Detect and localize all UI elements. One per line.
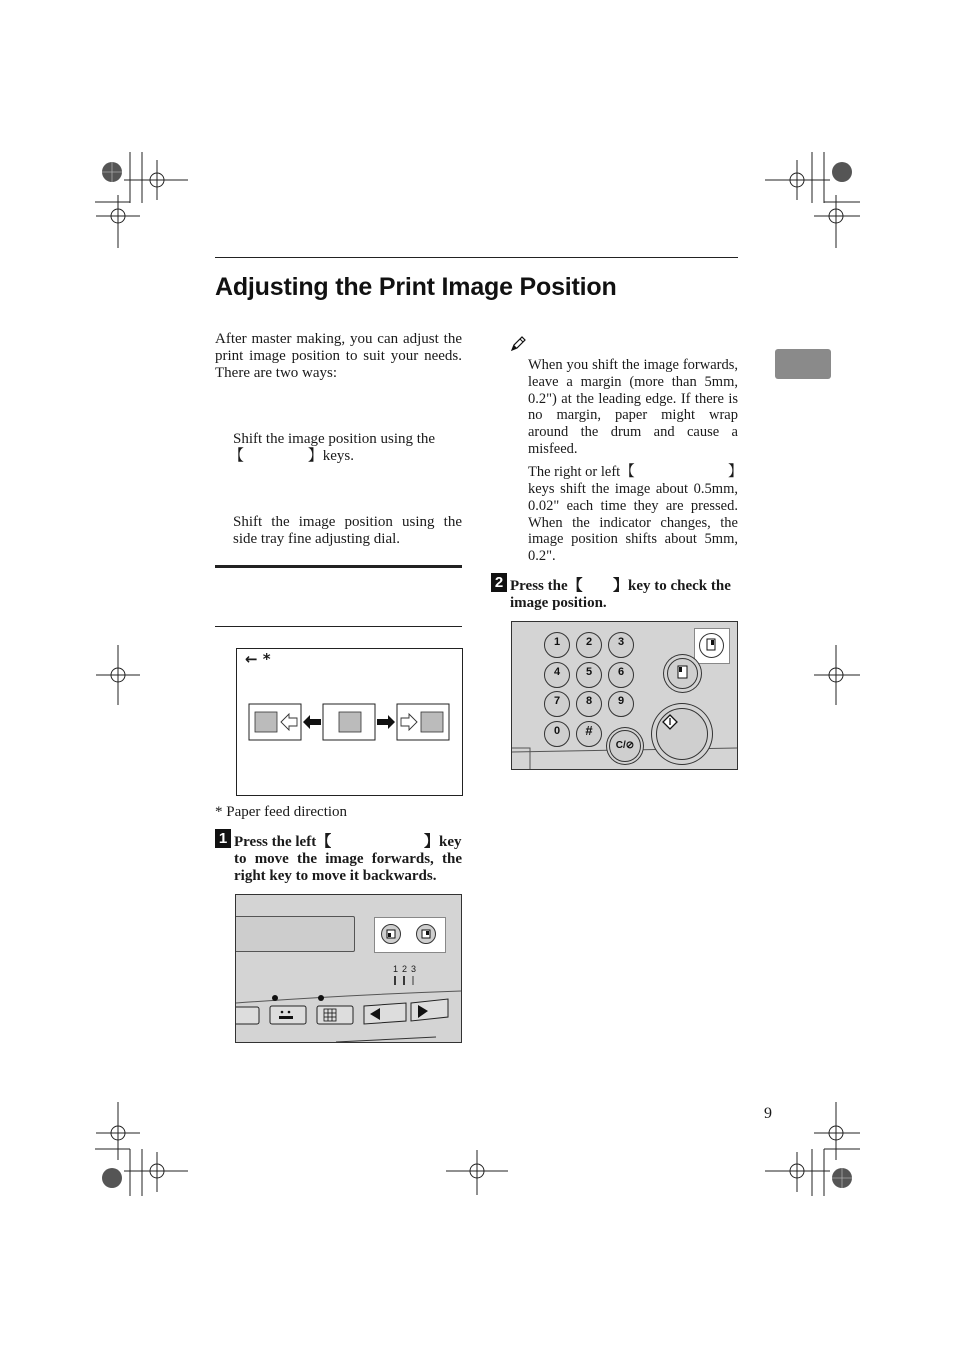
keypad-key-1[interactable]: 1 bbox=[544, 632, 570, 658]
note2-text-b: 】 bbox=[728, 464, 743, 480]
header-rule bbox=[215, 257, 738, 258]
proof-key[interactable] bbox=[699, 633, 724, 658]
step2-text-b: 】key to check the bbox=[613, 578, 731, 594]
start-key[interactable] bbox=[656, 708, 708, 760]
print-key[interactable] bbox=[667, 658, 698, 689]
step2-text-c: image position. bbox=[510, 595, 607, 611]
option1-key-text: 【 】keys. bbox=[229, 448, 354, 464]
keypad-key-7[interactable]: 7 bbox=[544, 691, 570, 717]
intro-text: After master making, you can adjust the print image position to suit your needs. There are two ways: bbox=[215, 331, 462, 381]
indicator-label-1: 1 bbox=[393, 964, 399, 974]
keypad-key-8[interactable]: 8 bbox=[576, 691, 602, 717]
step1-text-a: Press the left【 bbox=[234, 834, 332, 850]
panel1-graphic bbox=[236, 895, 461, 1042]
step1-text-c: to move the image forwards, the right key to move it backwards. bbox=[234, 851, 462, 884]
step1-number: 1 bbox=[215, 829, 231, 848]
section-rule-thin bbox=[215, 626, 462, 627]
page-title: Adjusting the Print Image Position bbox=[215, 273, 617, 301]
step2-number: 2 bbox=[491, 573, 507, 592]
print-icon bbox=[668, 659, 697, 688]
keypad-key-4[interactable]: 4 bbox=[544, 662, 570, 688]
note2-text-a: The right or left【 bbox=[528, 464, 635, 480]
keypad-key-6[interactable]: 6 bbox=[608, 662, 634, 688]
keypad-key-hash[interactable]: # bbox=[576, 721, 602, 747]
page-number: 9 bbox=[764, 1105, 772, 1122]
keypad-key-9[interactable]: 9 bbox=[608, 691, 634, 717]
shift-keys-panel bbox=[235, 894, 462, 1043]
diagram-caption: * Paper feed direction bbox=[215, 804, 348, 820]
keypad-key-0[interactable]: 0 bbox=[544, 721, 570, 747]
indicator-label-2: 2 bbox=[402, 964, 408, 974]
keypad-panel bbox=[511, 621, 738, 770]
keypad-key-5[interactable]: 5 bbox=[576, 662, 602, 688]
step2-text-a: Press the【 bbox=[510, 578, 583, 594]
keypad-key-2[interactable]: 2 bbox=[576, 632, 602, 658]
note2-text-c: keys shift the image about 0.5mm, 0.02" each time they are pressed. When the indicator changes, the image position shifts about 5mm, 0.2". bbox=[528, 481, 738, 565]
pencil-icon bbox=[509, 335, 527, 353]
feed-direction-diagram bbox=[236, 648, 463, 796]
note1-text: When you shift the image forwards, leave a margin (more than 5mm, 0.2") at the leading edge. If there is no margin, paper might wrap around the drum and cause a misfeed. bbox=[528, 357, 738, 457]
option2-text: Shift the image position using the side tray fine adjusting dial. bbox=[233, 514, 462, 547]
proof-icon bbox=[700, 634, 723, 657]
start-diamond-icon bbox=[645, 697, 695, 747]
shift-diagram-graphic bbox=[237, 649, 462, 795]
option1-text: Shift the image position using the bbox=[233, 431, 436, 447]
feed-direction-label: ← * bbox=[245, 650, 271, 668]
section-rule-thick bbox=[215, 565, 462, 568]
clear-stop-key[interactable]: C/⊘ bbox=[609, 730, 641, 762]
indicator-label-3: 3 bbox=[411, 964, 417, 974]
step1-text-b: 】key bbox=[424, 834, 462, 850]
keypad-key-3[interactable]: 3 bbox=[608, 632, 634, 658]
chapter-tab bbox=[775, 349, 831, 379]
